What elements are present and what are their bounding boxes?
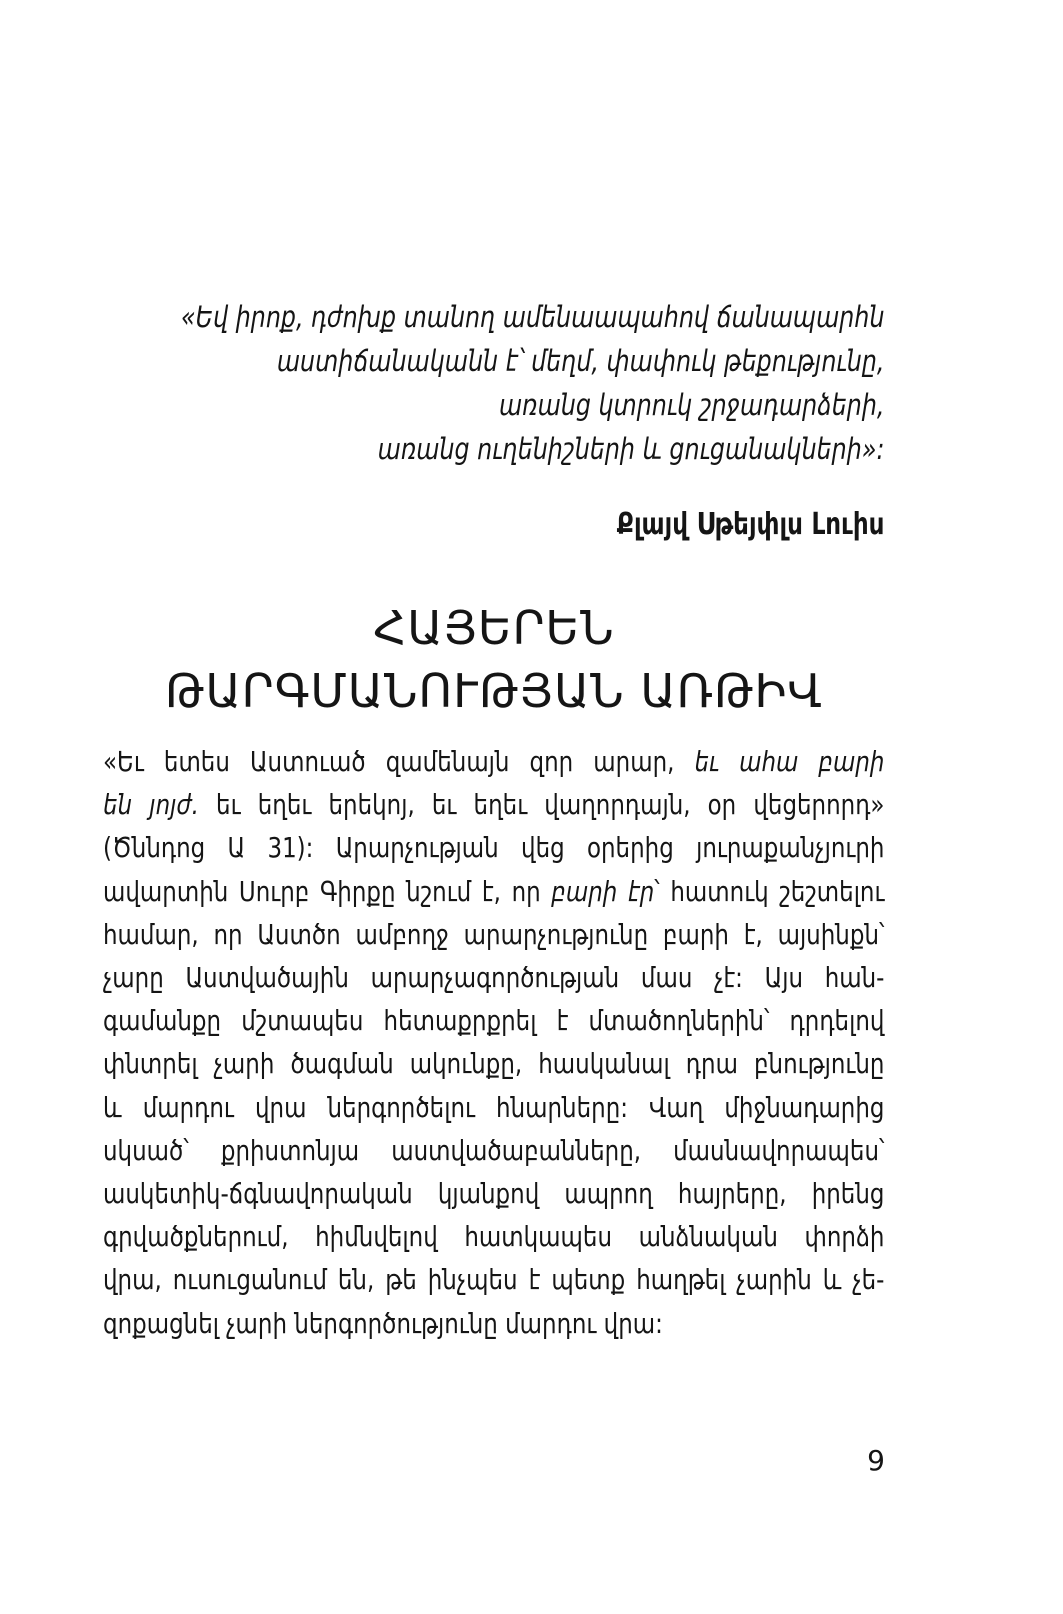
body-paragraph: [103, 740, 884, 1345]
epigraph-attribution: Քլայվ Սթեյփլս Լուիս: [616, 507, 885, 542]
body-line: [103, 1172, 884, 1215]
body-line: [103, 913, 884, 956]
epigraph-line: «Եվ իրոք, դժոխք տանող ամենաապահով ճանապարհն: [180, 300, 885, 334]
chapter-heading-line: ԹԱՐԳՄԱՆՈՒԹՅԱՆ ԱՌԹԻՎ: [165, 664, 823, 718]
epigraph-line: առանց ուղենիշների և ցուցանակների»:: [377, 432, 885, 466]
body-line: [103, 1215, 884, 1258]
body-line: [103, 870, 884, 913]
body-line: [103, 1086, 884, 1129]
body-line: [103, 1042, 884, 1085]
epigraph-line: աստիճանականն է՝ մեղմ, փափուկ թեքությունը,: [276, 344, 885, 378]
body-text: չարը Աստվածային արարչագործության մաս չէ: Այս հան-: [103, 961, 885, 995]
body-line: [103, 956, 884, 999]
body-text: զոքացնել չարի ներգործությունը մարդու վրա:: [103, 1306, 663, 1340]
body-text-italic: բարի էր: [551, 874, 655, 908]
body-text: վրա, ուսուցանում են, թե ինչպես է պետք հաղթել չարին և չե-: [103, 1263, 885, 1297]
epigraph-line: առանց կտրուկ շրջադարձերի,: [499, 388, 885, 422]
body-text-italic: են յոյժ.: [103, 788, 199, 822]
body-text: և մարդու վրա ներգործելու հնարները: Վաղ միջնադարից: [103, 1090, 885, 1124]
body-text-italic: եւ ահա բարի: [694, 745, 885, 778]
epigraph: [103, 295, 884, 471]
body-line: [103, 783, 884, 826]
body-text: (Ծննդոց Ա 31): Արարչության վեց օրերից յուրաքանչյուրի: [103, 831, 885, 865]
body-line: [103, 740, 884, 783]
page-number: 9: [867, 1444, 885, 1477]
body-line: [103, 826, 884, 869]
body-text: համար, որ Աստծո ամբողջ արարչությունը բարի է, այսինքն՝: [103, 917, 885, 951]
body-text: գամանքը մշտապես հետաքրքրել է մտածողներին՝ դրդելով: [103, 1004, 885, 1038]
body-text: փնտրել չարի ծագման ակունքը, հասկանալ դրա բնությունը: [103, 1047, 885, 1081]
body-line: [103, 1129, 884, 1172]
body-text: «Եւ ետես Աստուած զամենայն զոր արար,: [103, 745, 695, 778]
body-line: [103, 999, 884, 1042]
body-text: ՝ հատուկ շեշտելու: [654, 874, 885, 908]
body-text: սկսած՝ քրիստոնյա աստվածաբանները, մասնավորապես՝: [103, 1133, 885, 1167]
body-line: [103, 1302, 884, 1345]
chapter-heading-line: ՀԱՅԵՐԵՆ: [373, 601, 615, 655]
body-line: [103, 1258, 884, 1301]
chapter-heading: [103, 597, 885, 723]
body-text: ասկետիկ-ճգնավորական կյանքով ապրող հայրերը, իրենց: [103, 1177, 885, 1211]
body-text: գրվածքներում, հիմնվելով հատկապես անձնական փորձի: [103, 1220, 885, 1254]
body-text: եւ եղեւ երեկոյ, եւ եղեւ վաղորդայն, օր վեցերորդ»: [198, 788, 885, 822]
body-text: ավարտին Սուրբ Գիրքը նշում է, որ: [103, 874, 552, 908]
